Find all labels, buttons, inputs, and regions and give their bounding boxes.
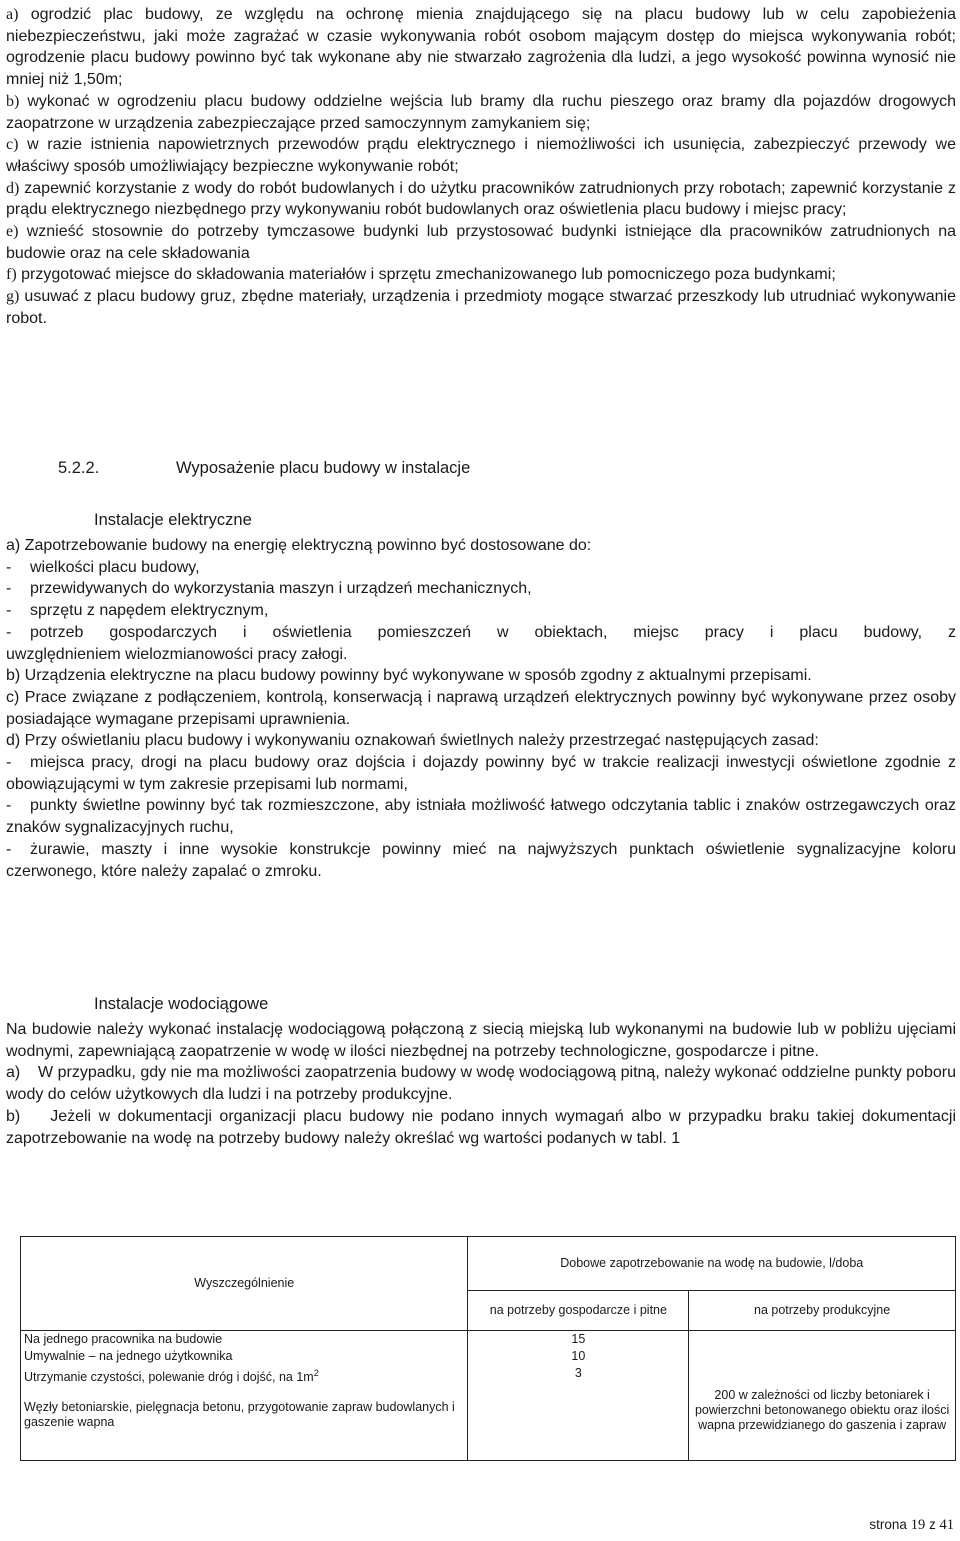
list-marker: f) (6, 266, 17, 284)
list-text: przygotować miejsce do składowania materiałów i sprzętu zmechanizowanego lub pomocniczego poza budynkami; (21, 266, 836, 284)
table-row: Umywalnie – na jednego użytkownika 10 (21, 1348, 956, 1365)
water-demand-table (20, 1236, 956, 1461)
list-text: ogrodzić plac budowy, ze względu na ochronę mienia znajdującego się na placu budowy lub w celu zapobieżenia niebezpieczeństwu, jaki może zagrażać w czasie wykonywania robót osobom mającym dostęp do miejsca wykonywania robót; ogrodzenie placu budowy powinno być tak wykonane aby nie stwarzało zagrożenia dla ludzi, a jego wysokość powinna wynosić nie mniej niż 1,50m; (6, 6, 956, 89)
list-marker: d) (6, 179, 20, 197)
list-item (6, 91, 956, 134)
electric-a-item-continued: uwzględnieniem wielozmianowości pracy załogi. (6, 645, 348, 663)
list-marker: b) (6, 92, 20, 110)
electric-d-item: - miejsca pracy, drogi na placu budowy oraz dojścia i dojazdy powinny być w trakcie realizacji inwestycji oświetlone zgodnie z obowiązującymi w tym zakresie przepisami lub normami, (6, 754, 956, 793)
list-marker: e) (6, 223, 19, 241)
table-header-spec: Wyszczególnienie (21, 1237, 468, 1331)
list-item (6, 286, 956, 329)
electric-d-item: - punkty świetlne powinny być tak rozmieszczone, aby istniała możliwość łatwego odczytania tablic i znaków ostrzegawczych oraz znaków sygnalizacyjnych ruchu, (6, 797, 956, 837)
water-point-a: a) W przypadku, gdy nie ma możliwości zaopatrzenia budowy w wodę wodociągową pitną, należy wykonać oddzielne punkty poboru wody do celów użytkowych dla ludzi i na potrzeby produkcyjne. (6, 1064, 956, 1104)
table-header-production: na potrzeby produkcyjne (689, 1291, 956, 1331)
list-marker: a) (6, 6, 19, 23)
electric-a-item: - potrzeb gospodarczych i oświetlenia pomieszczeń w obiektach, miejsc pracy i placu budowy, z (6, 623, 956, 641)
water-point-b: b) Jeżeli w dokumentacji organizacji placu budowy nie podano innych wymagań albo w przypadku braku takiej dokumentacji zapotrzebowanie na wodę na potrzeby budowy należy określać wg wartości podanych w tabl. 1 (6, 1107, 956, 1147)
table-row: Na jednego pracownika na budowie 15 (21, 1331, 956, 1349)
electric-point-a: a) Zapotrzebowanie budowy na energię elektryczną powinno być dostosowane do: (6, 537, 592, 554)
water-section (6, 1019, 956, 1149)
electric-point-d: d) Przy oświetlaniu placu budowy i wykonywaniu oznakowań świetlnych należy przestrzegać następujących zasad: (6, 732, 819, 750)
electric-a-item: - przewidywanych do wykorzystania maszyn i urządzeń mechanicznych, (6, 580, 532, 598)
list-marker: g) (6, 288, 20, 306)
section-heading (58, 459, 470, 478)
section-title: Wyposażenie placu budowy w instalacje (176, 459, 471, 477)
water-intro: Na budowie należy wykonać instalację wodociągową połączoną z siecią miejską lub wykonanymi na budowie lub w pobliżu ujęciami wodnymi, zapewniającą zaopatrzenie w wodę w ilości niezbędnej na potrzeby technologiczne, gospodarcze i pitne. (6, 1021, 956, 1060)
table-header-daily: Dobowe zapotrzebowanie na wodę na budowie, l/doba (468, 1237, 956, 1291)
document-page (6, 4, 956, 330)
page-number: strona 19 z 41 (869, 1517, 954, 1533)
electric-subheading: Instalacje elektryczne (94, 511, 252, 529)
water-subheading: Instalacje wodociągowe (94, 995, 269, 1013)
electric-point-c: c) Prace związane z podłączeniem, kontrolą, konserwacją i naprawą urządzeń elektrycznych powinny być wykonywane przez osoby posiadające wymagane przepisami uprawnienia. (6, 688, 956, 728)
list-text: zapewnić korzystanie z wody do robót budowlanych i do użytku pracowników zatrudnionych przy robotach; zapewnić korzystanie z prądu elektrycznego niezbędnego przy wykonywaniu robót budowlanych oraz oświetlenia placu budowy i miejsc pracy; (6, 179, 956, 219)
list-text: w razie istnienia napowietrznych przewodów prądu elektrycznego i niemożliwości ich usunięcia, zabezpieczyć przewody we właściwy sposób umożliwiający bezpieczne wykonywanie robót; (6, 136, 956, 175)
electric-d-item: - żurawie, maszty i inne wysokie konstrukcje powinny mieć na najwyższych punktach oświetlenie sygnalizacyjne koloru czerwonego, które należy zapalać o zmroku. (6, 840, 956, 880)
section-number: 5.2.2. (58, 459, 100, 477)
list-item (6, 134, 956, 177)
list-item (6, 264, 956, 286)
list-marker: c) (6, 136, 19, 154)
electric-a-item: - wielkości placu budowy, (6, 558, 200, 576)
table-row: Węzły betoniarskie, pielęgnacja betonu, przygotowanie zapraw budowlanych i gaszenie wapna 200 w zależności od liczby betoniarek i powierzchni betonowanego obiektu oraz ilości wapna przewidzianego do gaszenia i zapraw (21, 1386, 956, 1460)
site-preparation-list (6, 4, 956, 330)
list-item (6, 4, 956, 91)
list-item (6, 221, 956, 264)
list-text: usuwać z placu budowy gruz, zbędne materiały, urządzenia i przedmioty mogące stwarzać przeszkody lub utrudniać wykonywanie robot. (6, 288, 956, 327)
table-production-note: 200 w zależności od liczby betoniarek i powierzchni betonowanego obiektu oraz ilości wapna przewidzianego do gaszenia i zapraw (689, 1386, 956, 1460)
electric-point-b: b) Urządzenia elektryczne na placu budowy powinny być wykonywane w sposób zgodny z aktualnymi przepisami. (6, 667, 812, 685)
electric-a-item: - sprzętu z napędem elektrycznym, (6, 602, 269, 620)
list-item (6, 178, 956, 221)
list-text: wykonać w ogrodzeniu placu budowy oddzielne wejścia lub bramy dla ruchu pieszego oraz bramy dla pojazdów drogowych zaopatrzone w urządzenia zabezpieczające przed samoczynnym zamykaniem się; (6, 92, 956, 132)
table-header-household: na potrzeby gospodarcze i pitne (468, 1291, 689, 1331)
list-text: wznieść stosownie do potrzeby tymczasowe budynki lub przystosować budynki istniejące dla pracowników zatrudnionych na budowie oraz na cele składowania (6, 223, 956, 262)
electric-section (6, 535, 956, 882)
table-row: Utrzymanie czystości, polewanie dróg i dojść, na $1m^2$ 3 (21, 1365, 956, 1386)
